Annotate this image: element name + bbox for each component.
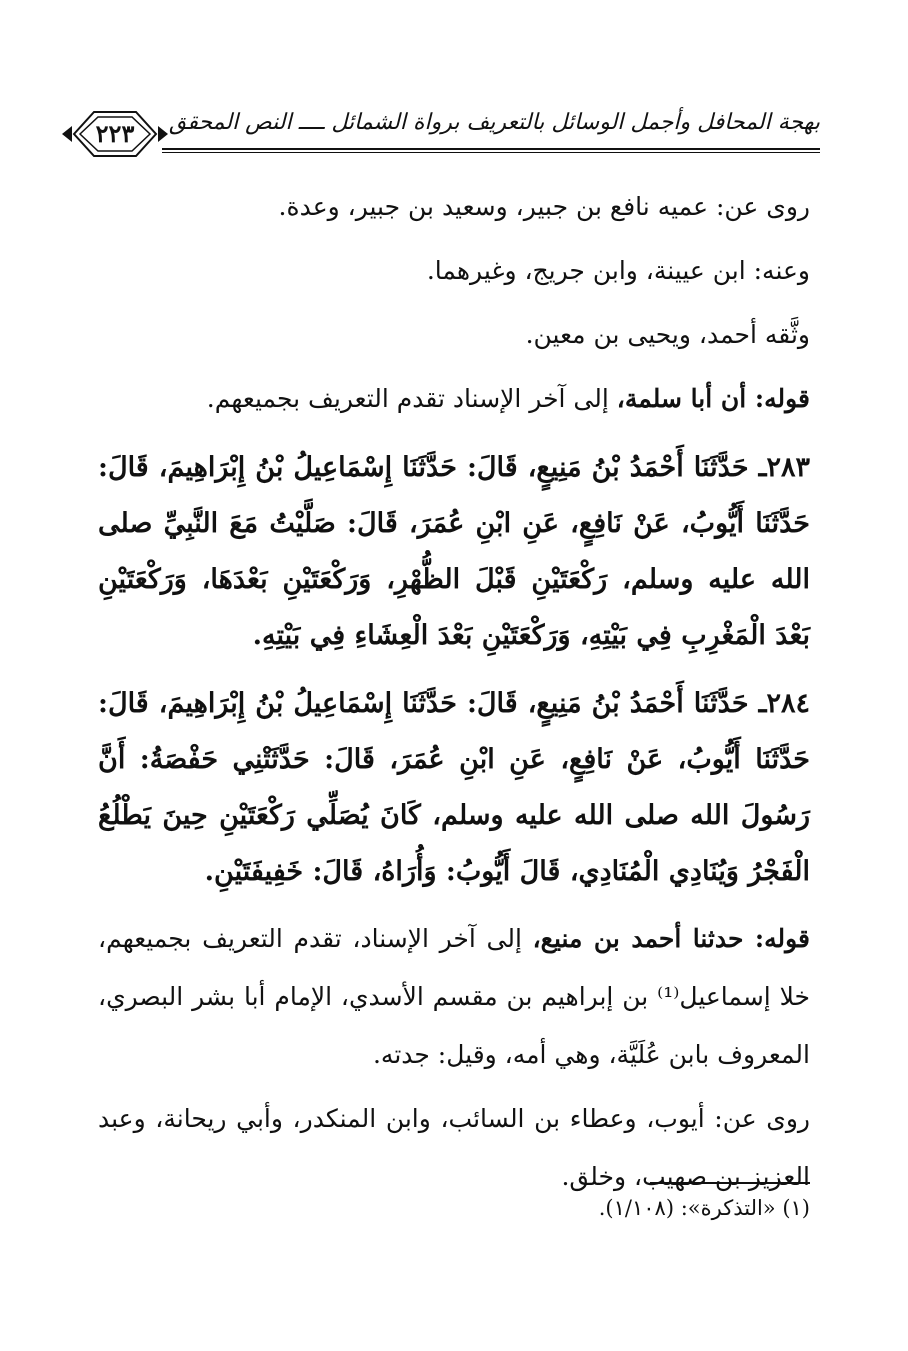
commentary-text-2: إلى آخر الإسناد، تقدم التعريف بجميعهم، خلا إسماعيل⁽¹⁾ بن إبراهيم بن مقسم الأسدي، الإمام أبا بشر البصري، المعروف بابن عُلَيَّة، وهي أمه، وقيل: جدته. <box>98 924 810 1069</box>
page-number: ٢٢٣ <box>95 119 135 148</box>
commentary-paragraph-1 <box>98 370 810 428</box>
footnote: (١) «التذكرة»: (١/١٠٨). <box>598 1196 810 1220</box>
commentary-text: إلى آخر الإسناد تقدم التعريف بجميعهم. <box>206 384 617 413</box>
page-number-ornament <box>60 108 170 160</box>
commentary-lead-2: قوله: حدثنا أحمد بن منيع، <box>532 924 810 953</box>
narrated-from-paragraph: روى عن: عميه نافع بن جبير، وسعيد بن جبير، وعدة. <box>278 192 810 221</box>
commentary-paragraph-2 <box>98 910 810 1084</box>
commentary-lead: قوله: أن أبا سلمة، <box>616 384 810 413</box>
authentication-paragraph: وثَّقه أحمد، ويحيى بن معين. <box>525 320 810 349</box>
page-body <box>98 178 810 1212</box>
header-rule <box>162 148 820 153</box>
hadith-283: ٢٨٣ـ حَدَّثَنَا أَحْمَدُ بْنُ مَنِيعٍ، قَالَ: حَدَّثَنَا إِسْمَاعِيلُ بْنُ إِبْرَاهِيمَ، قَالَ: حَدَّثَنَا أَيُّوبُ، عَنْ نَافِعٍ، عَنِ ابْنِ عُمَرَ، قَالَ: صَلَّيْتُ مَعَ النَّبِيِّ صلى الله عليه وسلم، رَكْعَتَيْنِ قَبْلَ الظُّهْرِ، وَرَكْعَتَيْنِ بَعْدَهَا، وَرَكْعَتَيْنِ بَعْدَ الْمَغْرِبِ فِي بَيْتِهِ، وَرَكْعَتَيْنِ بَعْدَ الْعِشَاءِ فِي بَيْتِهِ. <box>98 452 810 651</box>
hadith-284: ٢٨٤ـ حَدَّثَنَا أَحْمَدُ بْنُ مَنِيعٍ، قَالَ: حَدَّثَنَا إِسْمَاعِيلُ بْنُ إِبْرَاهِيمَ، قَالَ: حَدَّثَنَا أَيُّوبُ، عَنْ نَافِعٍ، عَنِ ابْنِ عُمَرَ، قَالَ: حَدَّثَتْنِي حَفْصَةُ: أَنَّ رَسُولَ الله صلى الله عليه وسلم، كَانَ يُصَلِّي رَكْعَتَيْنِ حِينَ يَطْلُعُ الْفَجْرُ وَيُنَادِي الْمُنَادِي، قَالَ أَيُّوبُ: وَأُرَاهُ، قَالَ: خَفِيفَتَيْنِ. <box>98 688 810 887</box>
running-header <box>60 100 820 160</box>
narrated-from-paragraph-2: روى عن: أيوب، وعطاء بن السائب، وابن المنكدر، وأبي ريحانة، وعبد العزيز بن صهيب، وخلق. <box>98 1104 810 1191</box>
footnote-separator <box>650 1182 810 1184</box>
narrators-from-him-paragraph: وعنه: ابن عيينة، وابن جريج، وغيرهما. <box>426 256 810 285</box>
running-header-title: بهجة المحافل وأجمل الوسائل بالتعريف برواة الشمائل ــــ النص المحقق <box>168 110 820 135</box>
